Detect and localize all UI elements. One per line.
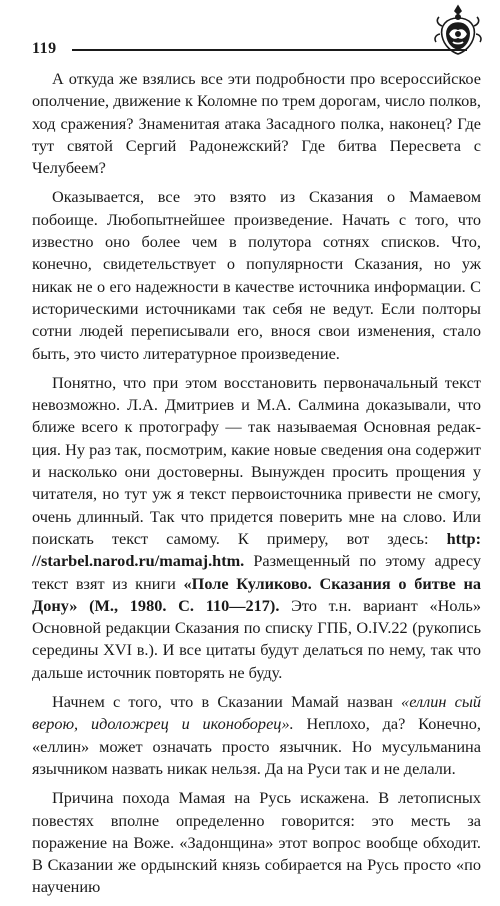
paragraph <box>32 787 481 898</box>
paragraph <box>32 691 481 780</box>
paragraph <box>32 372 481 684</box>
body-text <box>32 68 481 906</box>
text-span: А откуда же взялись все эти подробности про всероссийское ополчение, движение к Коломне по трем дорогам, число полков, ход сражения? Знаменитая атака Засадного полка, наконец? Где тут святой Сергий Радонежский? Где битва Пересвета с Челубеем? <box>32 69 481 178</box>
text-span: Причина похода Мамая на Русь искажена. В летописных повестях вполне определенно говорится: это месть за поражение на Воже. «Задонщина» этот вопрос вообще обходит. В Сказании же ордынский князь собирается на Русь просто «по научению <box>32 788 481 897</box>
bold-text: http: //starbel.narod.ru/mamaj.htm. <box>32 528 481 571</box>
text-span: Оказывается, все это взято из Сказания о Мамаевом побоище. Любопытнейшее произведение. Начать с того, что известно оно более чем в полутора сотнях списков. Что, конечно, свидетельствует о популярности Сказания, но уж никак не о его надежности в качестве источника информации. С историческими источниками так себя не ведут. Если полторы сотни людей переписывали его, внося свои изменения, стало быть, это чисто литературное произведение. <box>32 187 481 363</box>
page-number: 119 <box>32 40 57 57</box>
paragraph <box>32 68 481 179</box>
text-span: Понятно, что при этом восстановить первоначальный текст невозможно. Л.А. Дмитриев и М.А. Салмина доказывали, что ближе всего к протографу — так называемая Основная редакция. Ну раз так, посмотрим, какие новые сведения она содержит и насколько они достоверны. Вынужден просить прощения у читателя, но тут уж я текст первоисточника привести не смогу, очень длинный. Так что придется поверить мне на слово. Или поискать текст самому. К примеру, вот здесь: <box>32 372 481 548</box>
text-span: Размещенный по этому адресу текст взят из книги <box>32 551 481 593</box>
text-span: Это т.н. вариант «Ноль» Основной редакции Сказания по списку ГПБ, O.IV.22 (рукопись середины XVI в.). И все цитаты будут делаться по нему, так что дальше источник повторять не буду. <box>32 595 481 682</box>
paragraph <box>32 186 481 364</box>
italic-quote: «еллин сый верою, идоложрец и иконоборец». <box>32 692 481 734</box>
ornament-emblem-icon <box>434 4 482 56</box>
header-rule <box>72 49 467 51</box>
bold-text: «Поле Куликово. Сказания о битве на Дону» (М., 1980. С. 110—217). <box>32 573 481 615</box>
text-span: Начнем с того, что в Сказании Мамай назван <box>52 692 402 712</box>
page-header <box>32 40 432 60</box>
text-span: Неплохо, да? Конечно, «еллин» может означать просто язычник. Но мусульманина язычником назвать никак нельзя. Да на Руси так и не делали. <box>32 714 481 778</box>
